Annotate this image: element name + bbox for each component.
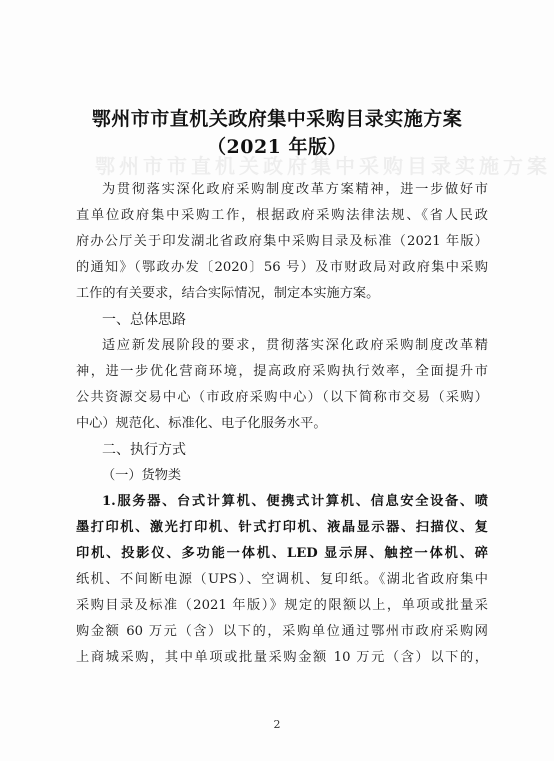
paragraph-line: 上商城采购，其中单项或批量采购金额 10 万元（含）以下的，	[76, 650, 488, 665]
paragraph-line: 印机、投影仪、多功能一体机、LED 显示屏、触控一体机、碎	[76, 546, 488, 561]
paragraph-line: 中心）规范化、标准化、电子化服务水平。	[76, 416, 327, 431]
paragraph-line: 的通知》（鄂政办发〔2020〕56 号）及市财政局对政府集中采购	[76, 260, 488, 275]
section-heading: 二、执行方式	[102, 442, 186, 458]
paragraph-line: 神，进一步优化营商环境，提高政府采购执行效率，全面提升市	[76, 364, 488, 379]
paragraph-line: 直单位政府集中采购工作，根据政府采购法律法规、《省人民政	[76, 208, 488, 223]
paragraph-line: 为贯彻落实深化政府采购制度改革方案精神，进一步做好市	[102, 182, 488, 197]
section-heading: 一、总体思路	[102, 312, 186, 328]
paragraph-line: 墨打印机、激光打印机、针式打印机、液晶显示器、扫描仪、复	[76, 520, 488, 535]
subsection-heading: （一）货物类	[102, 468, 182, 483]
paragraph-line: 纸机、不间断电源（UPS）、空调机、复印纸。《湖北省政府集中	[76, 572, 488, 587]
paragraph-line: 公共资源交易中心（市政府采购中心）（以下简称市交易（采购）	[76, 390, 488, 405]
document-title-edition: （2021 年版）	[207, 136, 347, 158]
paragraph-line: 府办公厅关于印发湖北省政府集中采购目录及标准（2021 年版）	[76, 234, 488, 249]
paragraph-line: 1.服务器、台式计算机、便携式计算机、信息安全设备、喷	[102, 494, 488, 509]
paragraph-line: 购金额 60 万元（含）以下的，采购单位通过鄂州市政府采购网	[76, 624, 488, 639]
document-title: 鄂州市市直机关政府集中采购目录实施方案	[91, 108, 463, 130]
paragraph-line: 采购目录及标准（2021 年版）》规定的限额以上，单项或批量采	[76, 598, 488, 613]
page-number: 2	[273, 718, 281, 731]
bleed-through-text: 鄂州市市直机关政府集中采购目录实施方案	[95, 154, 551, 178]
paragraph-line: 工作的有关要求，结合实际情况，制定本实施方案。	[76, 286, 380, 301]
paragraph-line: 适应新发展阶段的要求，贯彻落实深化政府采购制度改革精	[102, 338, 488, 353]
